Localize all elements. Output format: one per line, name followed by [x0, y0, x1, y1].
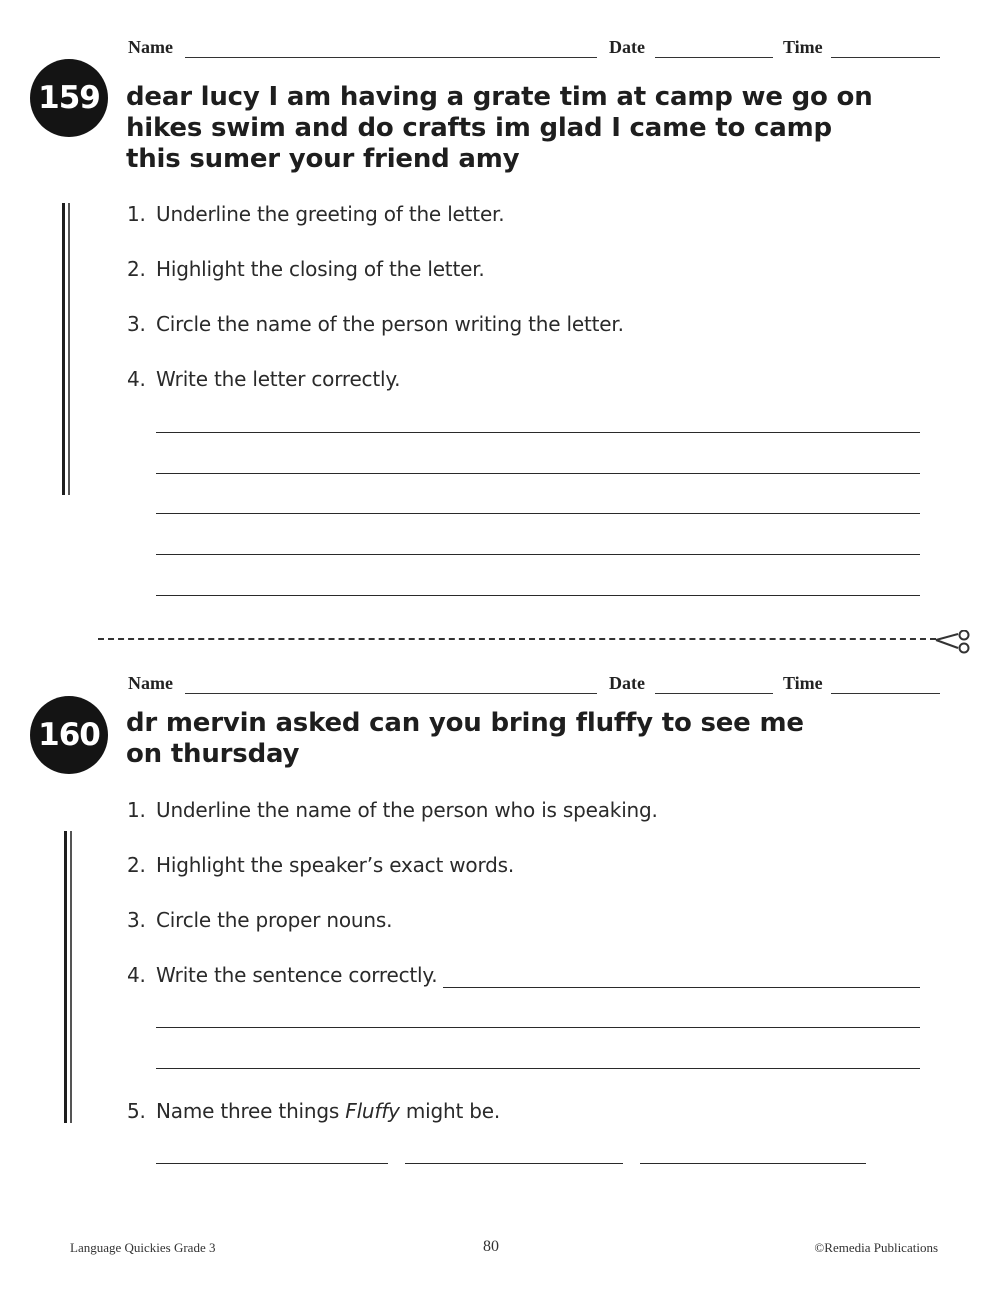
cut-line: [98, 638, 936, 640]
prompt-line: dr mervin asked can you bring fluffy to see me: [126, 708, 804, 738]
answer-line[interactable]: [640, 1163, 866, 1164]
item-text: Write the sentence correctly.: [156, 963, 438, 987]
time-field[interactable]: [831, 693, 940, 694]
margin-bar: [62, 203, 65, 495]
instruction-item: [127, 963, 437, 987]
item-text: Write the letter correctly.: [156, 367, 401, 391]
question-prompt: [126, 708, 804, 770]
answer-line[interactable]: [156, 1027, 920, 1028]
answer-line[interactable]: [156, 1068, 920, 1069]
item-number: 3.: [127, 312, 146, 336]
question-number-badge: 160: [30, 696, 108, 774]
instruction-item: [127, 367, 400, 391]
margin-bar-thin: [68, 203, 70, 495]
item-text-italic: Fluffy: [345, 1099, 400, 1123]
prompt-line: on thursday: [126, 739, 300, 769]
scissors-icon: [934, 630, 974, 654]
name-field[interactable]: [185, 693, 597, 694]
item-text: might be.: [399, 1099, 501, 1123]
item-text: Highlight the speaker’s exact words.: [156, 853, 515, 877]
item-number: 4.: [127, 367, 146, 391]
prompt-line: hikes swim and do crafts im glad I came to camp: [126, 113, 832, 143]
item-text: Highlight the closing of the letter.: [156, 257, 485, 281]
date-label: Date: [609, 673, 645, 693]
footer-book-title: Language Quickies Grade 3: [70, 1240, 216, 1255]
item-text: Circle the name of the person writing the letter.: [156, 312, 624, 336]
time-label: Time: [783, 673, 823, 693]
name-field[interactable]: [185, 57, 597, 58]
answer-line[interactable]: [156, 473, 920, 474]
instruction-item: [127, 202, 504, 226]
answer-line[interactable]: [443, 987, 920, 988]
name-label: Name: [128, 37, 173, 57]
section-159-header: [128, 36, 940, 60]
page-number: 80: [483, 1238, 499, 1255]
section-160-header: [128, 672, 940, 696]
answer-line[interactable]: [156, 513, 920, 514]
instruction-item: [127, 908, 392, 932]
instruction-item: [127, 312, 624, 336]
item-text: Underline the name of the person who is speaking.: [156, 798, 658, 822]
margin-bar-thin: [70, 831, 72, 1123]
item-number: 2.: [127, 853, 146, 877]
margin-bar: [64, 831, 67, 1123]
name-label: Name: [128, 673, 173, 693]
question-number-badge: 159: [30, 59, 108, 137]
answer-line[interactable]: [156, 554, 920, 555]
instruction-item: [127, 798, 658, 822]
item-text: Circle the proper nouns.: [156, 908, 393, 932]
item-number: 2.: [127, 257, 146, 281]
item-text: Underline the greeting of the letter.: [156, 202, 505, 226]
item-number: 1.: [127, 202, 146, 226]
prompt-line: this sumer your friend amy: [126, 144, 520, 174]
prompt-line: dear lucy I am having a grate tim at camp we go on: [126, 82, 873, 112]
date-field[interactable]: [655, 693, 773, 694]
item-number: 4.: [127, 963, 146, 987]
answer-line[interactable]: [156, 1163, 388, 1164]
item-text: Name three things: [156, 1099, 346, 1123]
date-label: Date: [609, 37, 645, 57]
date-field[interactable]: [655, 57, 773, 58]
question-prompt: [126, 82, 873, 175]
instruction-item: [127, 1099, 500, 1123]
answer-line[interactable]: [405, 1163, 623, 1164]
instruction-item: [127, 853, 514, 877]
instruction-item: [127, 257, 485, 281]
time-label: Time: [783, 37, 823, 57]
time-field[interactable]: [831, 57, 940, 58]
footer-copyright: ©Remedia Publications: [814, 1240, 938, 1255]
item-number: 3.: [127, 908, 146, 932]
item-number: 1.: [127, 798, 146, 822]
answer-line[interactable]: [156, 432, 920, 433]
answer-line[interactable]: [156, 595, 920, 596]
item-number: 5.: [127, 1099, 146, 1123]
